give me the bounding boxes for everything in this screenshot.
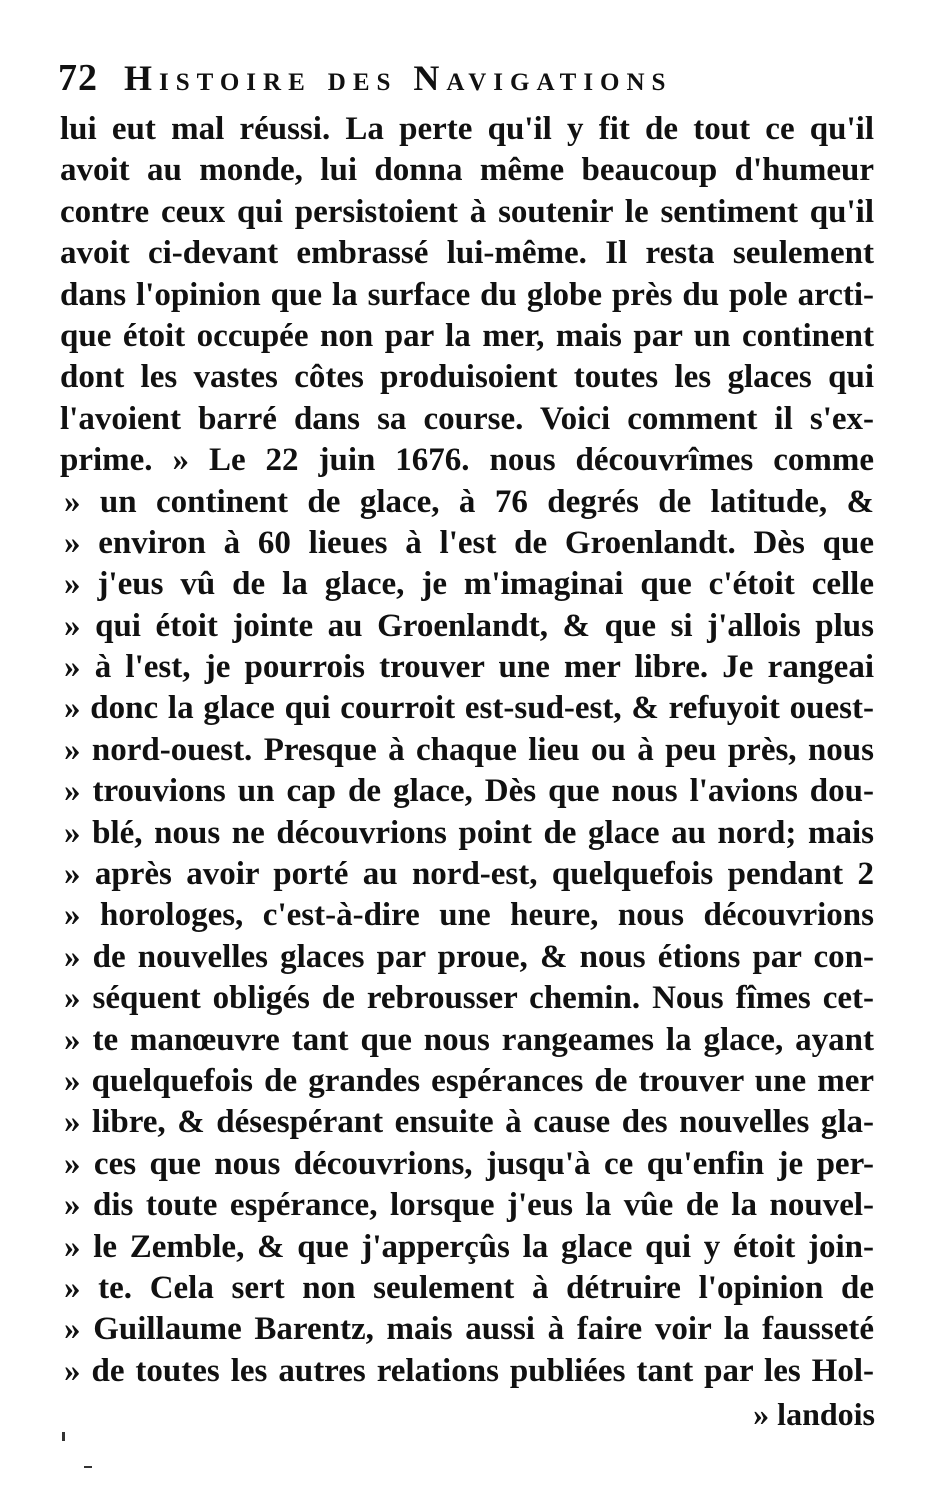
- quoted-line: » te manœuvre tant que nous rangeames la glace, ayant: [64, 1021, 874, 1058]
- text-line: dont les vastes côtes produisoient toutes les glaces qui: [60, 359, 874, 396]
- quoted-line: » nord-ouest. Presque à chaque lieu ou à peu près, nous: [64, 731, 874, 768]
- quoted-line: » trouvions un cap de glace, Dès que nous l'avions dou-: [64, 773, 874, 810]
- quoted-line: » qui étoit jointe au Groenlandt, & que si j'allois plus: [64, 607, 874, 644]
- quoted-line: » horologes, c'est-à-dire une heure, nous découvrions: [64, 897, 874, 934]
- text-line: dans l'opinion que la surface du globe près du pole arcti-: [60, 276, 874, 313]
- quoted-line: » séquent obligés de rebrousser chemin. Nous fîmes cet-: [64, 980, 874, 1017]
- text-line: avoit au monde, lui donna même beaucoup d'humeur: [60, 152, 874, 189]
- text-line: prime. » Le 22 juin 1676. nous découvrîmes comme: [60, 442, 874, 479]
- quoted-line: » après avoir porté au nord-est, quelquefois pendant 2: [64, 856, 874, 893]
- running-head: [58, 56, 788, 104]
- quoted-line: » donc la glace qui courroit est-sud-est, & refuyoit ouest-: [64, 690, 874, 727]
- text-line: contre ceux qui persistoient à soutenir le sentiment qu'il: [60, 193, 874, 230]
- body-text: [60, 109, 874, 1392]
- catchword: » landois: [753, 1396, 875, 1432]
- text-line: l'avoient barré dans sa course. Voici comment il s'ex-: [60, 400, 874, 437]
- quoted-line: » blé, nous ne découvrions point de glace au nord; mais: [64, 814, 874, 851]
- page-number: 72: [58, 57, 98, 99]
- quoted-line: » Guillaume Barentz, mais aussi à faire voir la fausseté: [64, 1311, 874, 1348]
- quoted-line: » de nouvelles glaces par proue, & nous étions par con-: [64, 938, 874, 975]
- quoted-line: » ces que nous découvrions, jusqu'à ce qu'enfin je per-: [64, 1145, 874, 1182]
- quoted-line: » j'eus vû de la glace, je m'imaginai que c'étoit celle: [64, 566, 874, 603]
- quoted-line: » environ à 60 lieues à l'est de Groenlandt. Dès que: [64, 524, 874, 561]
- quoted-line: » un continent de glace, à 76 degrés de latitude, &: [64, 483, 874, 520]
- text-line: avoit ci-devant embrassé lui-même. Il resta seulement: [60, 235, 874, 272]
- quoted-line: » de toutes les autres relations publiées tant par les Hol-: [64, 1352, 874, 1389]
- text-line: lui eut mal réussi. La perte qu'il y fit de tout ce qu'il: [60, 111, 874, 147]
- quoted-line: » à l'est, je pourrois trouver une mer libre. Je rangeai: [64, 649, 874, 686]
- quoted-line: » dis toute espérance, lorsque j'eus la vûe de la nouvel-: [64, 1187, 874, 1224]
- ink-speck: [84, 1466, 92, 1468]
- ink-speck: [62, 1432, 65, 1441]
- text-line: que étoit occupée non par la mer, mais par un continent: [60, 317, 874, 354]
- quoted-line: » libre, & désespérant ensuite à cause des nouvelles gla-: [64, 1104, 874, 1141]
- running-title: Histoire des Navigations: [124, 58, 673, 98]
- quoted-line: » le Zemble, & que j'apperçûs la glace qui y étoit join-: [64, 1228, 874, 1265]
- quoted-line: » te. Cela sert non seulement à détruire l'opinion de: [64, 1269, 874, 1306]
- quoted-line: » quelquefois de grandes espérances de trouver une mer: [64, 1062, 874, 1099]
